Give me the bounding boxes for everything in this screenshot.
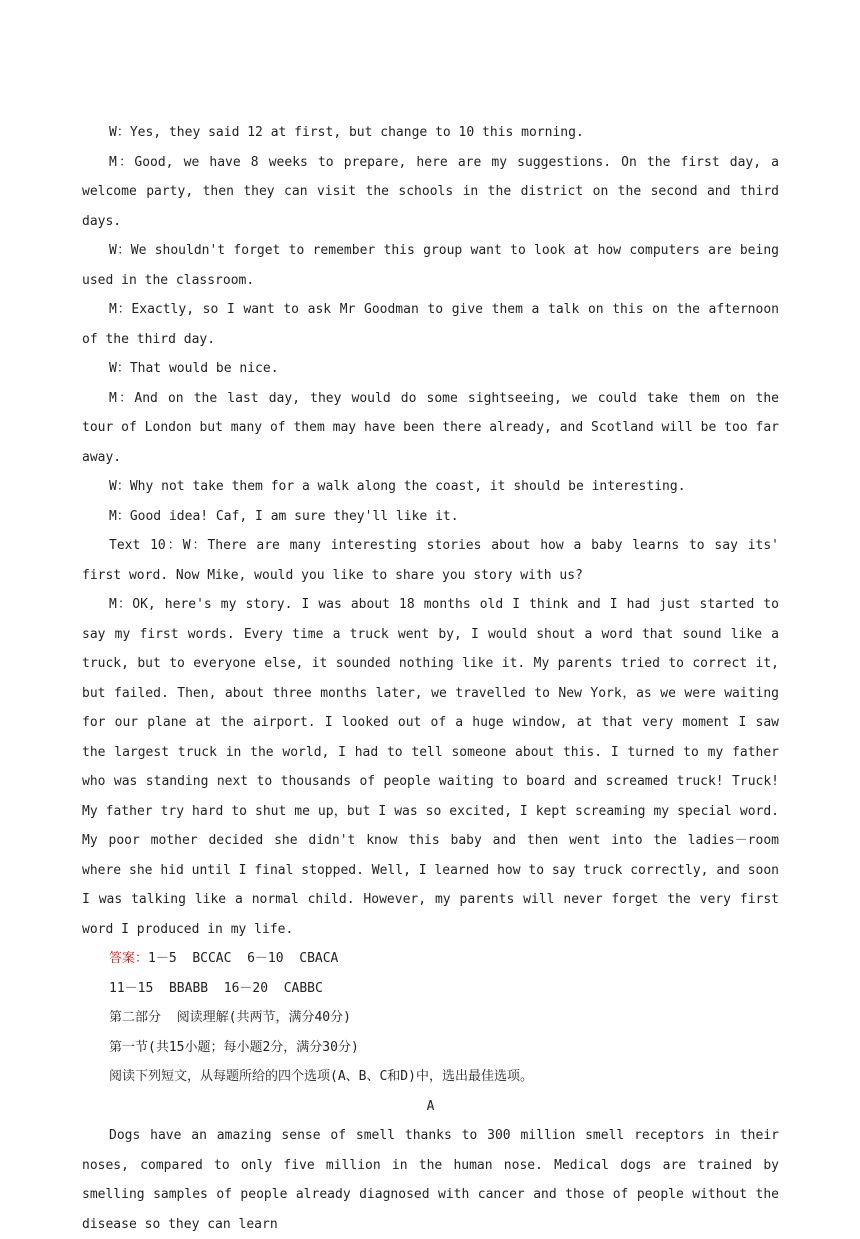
dialogue-line: M：Good idea! Caf, I am sure they'll like it. bbox=[109, 508, 459, 524]
dialogue-line: M：Exactly, so I want to ask Mr Goodman to give them a talk on this on the afternoon of the third day. bbox=[82, 302, 779, 347]
answer-key-line-1 bbox=[82, 944, 779, 974]
dialogue-line: W：Yes, they said 12 at first, but change to 10 this morning. bbox=[109, 125, 584, 140]
dialogue-line: M：Good, we have 8 weeks to prepare, here are my suggestions. On the first day, a welcome party, then they can visit the schools in the district on the second and third days. bbox=[82, 154, 779, 229]
dialogue-line: W：We shouldn't forget to remember this group want to look at how computers are being used in the classroom. bbox=[82, 243, 779, 288]
part-title: 第二部分 阅读理解(共两节，满分40分) bbox=[109, 1010, 351, 1025]
instructions: 阅读下列短文，从每题所给的四个选项(A、B、C和D)中，选出最佳选项。 bbox=[109, 1069, 533, 1084]
passage-label: A bbox=[426, 1098, 435, 1114]
dialogue-line: W：That would be nice. bbox=[109, 361, 279, 376]
answer-key-1: 1－5 BCCAC 6－10 CBACA bbox=[148, 951, 339, 966]
text10-story: M：OK, here's my story. I was about 18 months old I think and I had just started to say my first words. Every time a truck went by, I would shout a word that sound like a truck, but to everyone else, it sounded nothing like it. My parents tried to correct it, but failed. Then, about three months later, we travelled to New York，as we were waiting for our plane at the airport. I looked out of a huge window, at that very moment I saw the largest truck in the world, I had to tell someone about this. I turned to my father who was standing next to thousands of people waiting to board and screamed truck! Truck! My father try hard to shut me up，but I was so excited, I kept screaming my special word. My poor mother decided she didn't know this baby and then went into the ladies－room where she hid until I final stopped. Well, I learned how to say truck correctly, and soon I was talking like a normal child. However, my parents will never forget the very first word I produced in my life. bbox=[82, 597, 779, 937]
answer-key-2: 11－15 BBABB 16－20 CABBC bbox=[109, 980, 323, 996]
dialogue-line: W：Why not take them for a walk along the coast, it should be interesting. bbox=[109, 479, 686, 494]
dialogue-line: M：And on the last day, they would do some sightseeing, we could take them on the tour of London but many of them may have been there already, and Scotland will be too far away. bbox=[82, 390, 779, 465]
text10-intro: Text 10：W：There are many interesting stories about how a baby learns to say its' first word. Now Mike, would you like to share you story with us? bbox=[82, 538, 779, 583]
section-title: 第一节(共15小题；每小题2分，满分30分) bbox=[109, 1039, 359, 1055]
document-page bbox=[82, 118, 779, 1239]
passage-text: Dogs have an amazing sense of smell thanks to 300 million smell receptors in their noses, compared to only five million in the human nose. Medical dogs are trained by smelling samples of people already diagnosed with cancer and those of people without the disease so they can learn bbox=[82, 1128, 779, 1232]
answer-label: 答案： bbox=[109, 951, 149, 966]
